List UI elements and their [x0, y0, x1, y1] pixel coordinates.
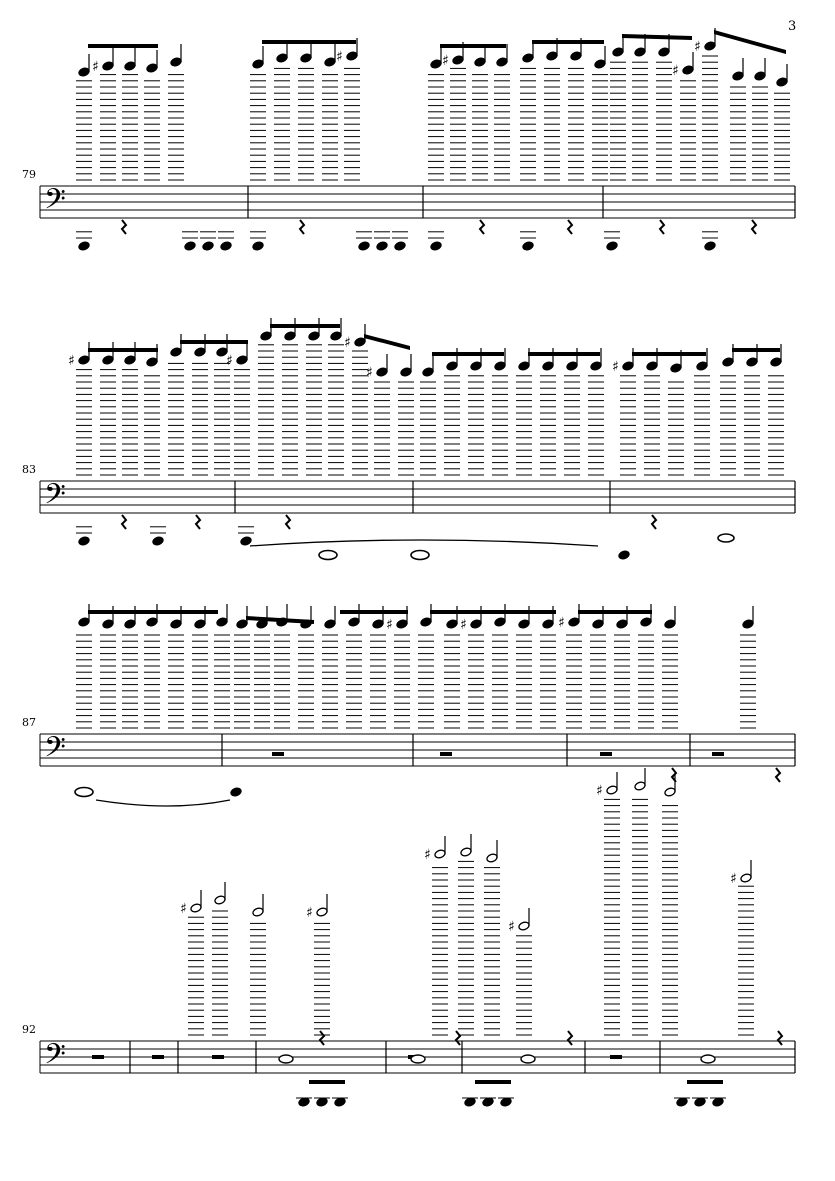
beam	[340, 610, 408, 614]
quarter-rest	[122, 220, 126, 234]
upper-notehead	[330, 331, 342, 341]
upper-notehead	[422, 367, 434, 377]
upper-notehead	[486, 853, 498, 863]
quarter-rest	[778, 1031, 782, 1045]
upper-notehead	[348, 617, 360, 627]
beam	[687, 1080, 723, 1084]
upper-notehead	[518, 361, 530, 371]
upper-notehead	[124, 619, 136, 629]
bass-notehead	[704, 241, 716, 251]
quarter-rest	[568, 1031, 572, 1045]
whole-rest	[272, 752, 284, 756]
upper-notehead	[570, 51, 582, 61]
upper-notehead	[170, 57, 182, 67]
upper-notehead	[518, 619, 530, 629]
page-number: 3	[788, 19, 797, 34]
beam	[88, 44, 158, 48]
whole-note	[411, 551, 429, 560]
bass-notehead	[394, 241, 406, 251]
beam	[364, 334, 410, 350]
measure-number: 79	[22, 168, 36, 181]
beam	[578, 610, 652, 614]
sharp-accidental: ♯	[344, 335, 351, 351]
beam	[532, 40, 604, 44]
upper-notehead	[606, 785, 618, 795]
upper-notehead	[78, 67, 90, 77]
upper-notehead	[78, 355, 90, 365]
bass-clef: 𝄢	[44, 731, 66, 771]
upper-notehead	[696, 361, 708, 371]
beam	[732, 348, 780, 352]
upper-notehead	[300, 53, 312, 63]
upper-notehead	[102, 355, 114, 365]
sharp-accidental: ♯	[180, 901, 187, 917]
beam	[622, 34, 692, 40]
whole-rest	[92, 1055, 104, 1059]
half-note	[701, 1055, 715, 1063]
upper-notehead	[324, 619, 336, 629]
staff-system	[22, 28, 795, 251]
bass-notehead	[240, 536, 252, 546]
measure-number: 83	[22, 463, 36, 476]
quarter-rest	[752, 220, 756, 234]
upper-notehead	[146, 357, 158, 367]
upper-notehead	[124, 355, 136, 365]
sharp-accidental: ♯	[92, 59, 99, 75]
upper-notehead	[316, 907, 328, 917]
upper-notehead	[616, 619, 628, 629]
upper-notehead	[722, 357, 734, 367]
upper-notehead	[446, 361, 458, 371]
beam	[432, 352, 504, 356]
whole-note	[75, 788, 93, 797]
upper-notehead	[704, 41, 716, 51]
quarter-rest	[652, 515, 656, 529]
sharp-accidental: ♯	[460, 617, 467, 633]
upper-notehead	[470, 619, 482, 629]
sharp-accidental: ♯	[558, 615, 565, 631]
bass-notehead	[202, 241, 214, 251]
sharp-accidental: ♯	[596, 783, 603, 799]
upper-notehead	[194, 347, 206, 357]
upper-notehead	[324, 57, 336, 67]
upper-notehead	[658, 47, 670, 57]
upper-notehead	[214, 895, 226, 905]
upper-notehead	[216, 617, 228, 627]
upper-notehead	[494, 361, 506, 371]
whole-rest	[610, 1055, 622, 1059]
bass-notehead	[252, 241, 264, 251]
upper-notehead	[474, 57, 486, 67]
beam	[632, 352, 706, 356]
bass-notehead	[618, 550, 630, 560]
upper-notehead	[496, 57, 508, 67]
tie	[96, 800, 230, 806]
upper-notehead	[770, 357, 782, 367]
beam	[88, 610, 218, 614]
half-note	[718, 534, 734, 542]
upper-notehead	[594, 59, 606, 69]
upper-notehead	[634, 47, 646, 57]
upper-notehead	[746, 357, 758, 367]
bass-notehead	[152, 536, 164, 546]
whole-rest	[712, 752, 724, 756]
bass-notehead	[430, 241, 442, 251]
quarter-rest	[286, 515, 290, 529]
beam	[270, 324, 340, 328]
upper-notehead	[236, 355, 248, 365]
upper-notehead	[260, 331, 272, 341]
quarter-rest	[456, 1031, 460, 1045]
upper-notehead	[420, 617, 432, 627]
beam	[88, 348, 158, 352]
measure-number: 87	[22, 716, 36, 729]
tie	[250, 540, 598, 546]
upper-notehead	[776, 77, 788, 87]
measure-number: 92	[22, 1023, 36, 1036]
upper-notehead	[308, 331, 320, 341]
upper-notehead	[354, 337, 366, 347]
upper-notehead	[372, 619, 384, 629]
upper-notehead	[346, 51, 358, 61]
quarter-rest	[122, 515, 126, 529]
bass-clef: 𝄢	[44, 183, 66, 223]
staff-system	[22, 604, 795, 806]
upper-notehead	[590, 361, 602, 371]
bass-notehead	[358, 241, 370, 251]
beam	[440, 44, 506, 48]
upper-notehead	[592, 619, 604, 629]
bass-notehead	[230, 787, 242, 797]
upper-notehead	[542, 619, 554, 629]
sharp-accidental: ♯	[424, 847, 431, 863]
upper-notehead	[634, 781, 646, 791]
upper-notehead	[78, 617, 90, 627]
whole-note	[319, 551, 337, 560]
upper-notehead	[522, 53, 534, 63]
quarter-rest	[660, 220, 664, 234]
upper-notehead	[754, 71, 766, 81]
bass-notehead	[78, 536, 90, 546]
beam	[262, 40, 356, 44]
quarter-rest	[300, 220, 304, 234]
upper-notehead	[518, 921, 530, 931]
upper-notehead	[102, 619, 114, 629]
quarter-rest	[480, 220, 484, 234]
whole-rest	[440, 752, 452, 756]
upper-notehead	[396, 619, 408, 629]
bass-clef: 𝄢	[44, 1038, 66, 1078]
upper-notehead	[252, 59, 264, 69]
upper-notehead	[194, 619, 206, 629]
bass-notehead	[606, 241, 618, 251]
bass-notehead	[78, 241, 90, 251]
bass-notehead	[220, 241, 232, 251]
sharp-accidental: ♯	[672, 63, 679, 79]
sharp-accidental: ♯	[386, 617, 393, 633]
quarter-rest	[776, 768, 780, 782]
upper-notehead	[566, 361, 578, 371]
upper-notehead	[146, 63, 158, 73]
upper-notehead	[612, 47, 624, 57]
bass-clef: 𝄢	[44, 478, 66, 518]
sharp-accidental: ♯	[612, 359, 619, 375]
upper-notehead	[664, 787, 676, 797]
upper-notehead	[682, 65, 694, 75]
upper-notehead	[460, 847, 472, 857]
quarter-rest	[196, 515, 200, 529]
upper-notehead	[446, 619, 458, 629]
upper-notehead	[452, 55, 464, 65]
upper-notehead	[170, 619, 182, 629]
whole-rest	[212, 1055, 224, 1059]
upper-notehead	[170, 347, 182, 357]
upper-notehead	[276, 53, 288, 63]
whole-rest	[152, 1055, 164, 1059]
bass-notehead	[376, 241, 388, 251]
sharp-accidental: ♯	[336, 49, 343, 65]
sharp-accidental: ♯	[68, 353, 75, 369]
upper-notehead	[568, 617, 580, 627]
sharp-accidental: ♯	[226, 353, 233, 369]
upper-notehead	[542, 361, 554, 371]
upper-notehead	[670, 363, 682, 373]
half-note	[411, 1055, 425, 1063]
upper-notehead	[742, 619, 754, 629]
upper-notehead	[732, 71, 744, 81]
upper-notehead	[190, 903, 202, 913]
upper-notehead	[434, 849, 446, 859]
beam	[714, 30, 786, 54]
upper-notehead	[622, 361, 634, 371]
half-note	[279, 1055, 293, 1063]
upper-notehead	[646, 361, 658, 371]
upper-notehead	[236, 619, 248, 629]
sharp-accidental: ♯	[508, 919, 515, 935]
beam	[430, 610, 556, 614]
quarter-rest	[568, 220, 572, 234]
whole-rest	[600, 752, 612, 756]
bass-notehead	[184, 241, 196, 251]
upper-notehead	[284, 331, 296, 341]
upper-notehead	[664, 619, 676, 629]
beam	[475, 1080, 511, 1084]
upper-notehead	[252, 907, 264, 917]
sharp-accidental: ♯	[306, 905, 313, 921]
upper-notehead	[400, 367, 412, 377]
sharp-accidental: ♯	[442, 53, 449, 69]
sharp-accidental: ♯	[694, 39, 701, 55]
sharp-accidental: ♯	[730, 871, 737, 887]
half-note	[521, 1055, 535, 1063]
beam	[180, 340, 248, 344]
upper-notehead	[470, 361, 482, 371]
upper-notehead	[124, 61, 136, 71]
upper-notehead	[740, 873, 752, 883]
upper-notehead	[146, 617, 158, 627]
beam	[309, 1080, 345, 1084]
upper-notehead	[494, 617, 506, 627]
upper-notehead	[376, 367, 388, 377]
staff-system	[22, 768, 795, 1107]
bass-notehead	[522, 241, 534, 251]
quarter-rest	[320, 1031, 324, 1045]
upper-notehead	[640, 617, 652, 627]
upper-notehead	[430, 59, 442, 69]
beam	[528, 352, 600, 356]
upper-notehead	[102, 61, 114, 71]
upper-notehead	[546, 51, 558, 61]
sharp-accidental: ♯	[366, 365, 373, 381]
staff-system	[22, 318, 795, 560]
